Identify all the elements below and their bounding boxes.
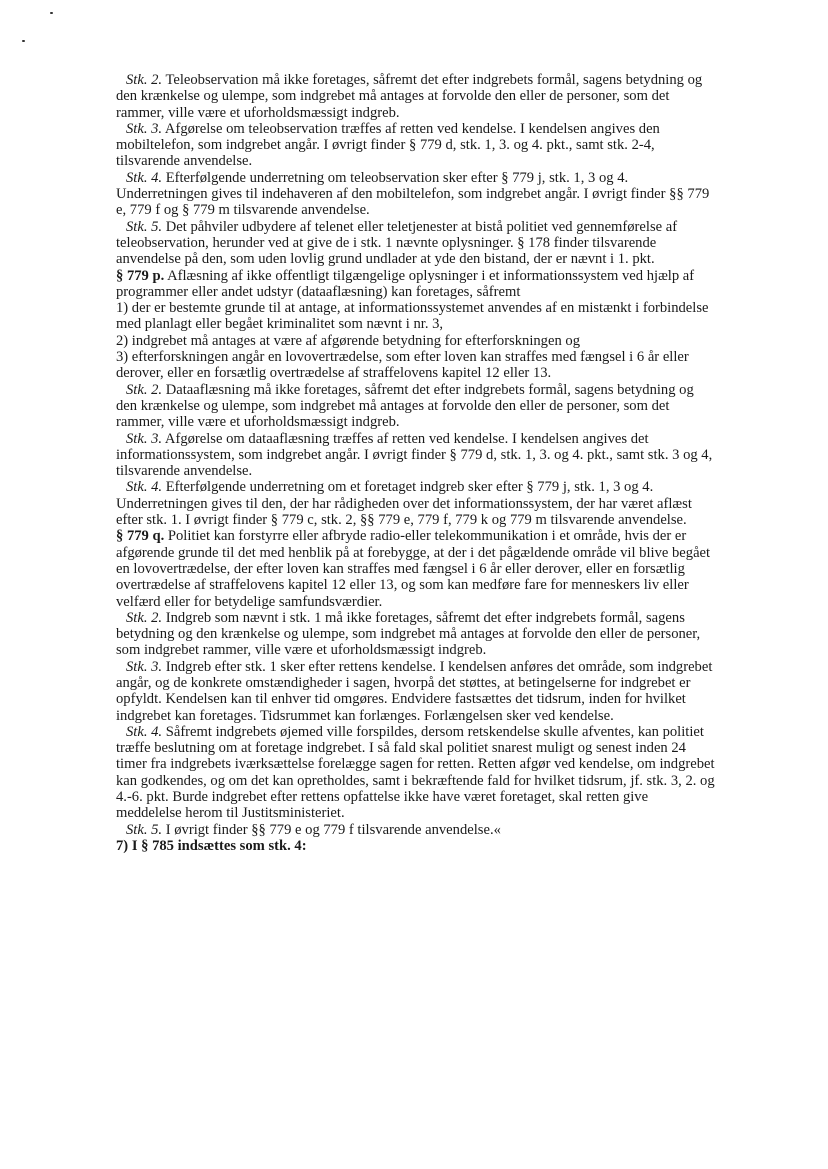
paragraph [116, 838, 716, 854]
list-item [116, 300, 716, 333]
paragraph [116, 72, 716, 121]
section-label: § 779 q. [116, 528, 165, 545]
paragraph-text: Aflæsning af ikke offentligt tilgængelige oplysninger i et informationssystem ved hjælp af programmer eller andet udstyr (dataaflæsning) kan foretages, såfremt [116, 267, 695, 300]
paragraph-text: I øvrigt finder §§ 779 e og 779 f tilsvarende anvendelse.« [162, 821, 501, 838]
scan-speck [50, 12, 53, 14]
subsection-label: Stk. 4. [126, 723, 163, 740]
paragraph-text: Teleobservation må ikke foretages, såfremt det efter indgrebets formål, sagens betydning og den krænkelse og ulempe, som indgrebet må antages at forvolde den eller de personer, som det rammer, ville være et uforholdsmæssigt indgreb. [116, 72, 703, 121]
paragraph-text: I § 785 indsættes som stk. 4: [128, 837, 307, 854]
paragraph-text: Det påhviler udbydere af telenet eller teletjenester at bistå politiet ved gennemførelse af teleobservation, herunder ved at give de i stk. 1 nævnte oplysninger. § 178 finder tilsvarende anvendelse på den, som uden lovlig grund undlader at yde den bistand, der er nævnt i 1. pkt. [116, 218, 678, 268]
paragraph [116, 610, 716, 659]
paragraph-text: Indgreb som nævnt i stk. 1 må ikke foretages, såfremt det efter indgrebets formål, sagens betydning og den krænkelse og ulempe, som indgrebet må antages at forvolde den eller de personer, som indgrebet rammer, ville være et uforholdsmæssigt indgreb. [116, 609, 701, 659]
paragraph-text: Afgørelse om teleobservation træffes af retten ved kendelse. I kendelsen angives den mobiltelefon, som indgrebet angår. I øvrigt finder § 779 d, stk. 1, 3. og 4. pkt., samt stk. 2-4, tilsvarende anvendelse. [116, 120, 660, 170]
paragraph-text: 3) efterforskningen angår en lovovertrædelse, som efter loven kan straffes med fængsel i 6 år eller derover, eller en forsætlig overtrædelse af straffelovens kapitel 12 eller 13. [116, 349, 689, 382]
paragraph [116, 382, 716, 431]
paragraph [116, 724, 716, 822]
paragraph [116, 268, 716, 301]
subsection-label: Stk. 4. [126, 479, 163, 496]
paragraph-text: Indgreb efter stk. 1 sker efter rettens kendelse. I kendelsen anføres det område, som indgrebet angår, og de konkrete omstændigheder i sagen, hvorpå det støttes, at betingelserne for indgrebet er opfyldt. Kendelsen kan til enhver tid omgøres. Endvidere fastsættes det tidsrum, inden for hvilket indgrebet kan foretages. Tidsrummet kan forlænges. Forlængelsen sker ved kendelse. [116, 658, 713, 724]
paragraph [116, 528, 716, 609]
paragraph-text: Såfremt indgrebets øjemed ville forspildes, dersom retskendelse skulle afventes, kan politiet træffe beslutning om at foretage indgrebet. I så fald skal politiet snarest muligt og senest inden 24 timer fra indgrebets iværksættelse forelægge sagen for retten. Retten afgør ved kendelse, om indgrebet kan godkendes, og om det kan opretholdes, samt i bekræftende fald for hvilket tidsrum, jf. stk. 3, 2. og 4.-6. pkt. Burde indgrebet efter rettens opfattelse ikke have været foretaget, skal retten give meddelelse herom til Justitsministeriet. [116, 723, 715, 822]
amendment-number: 7) [116, 837, 129, 854]
list-item [116, 333, 716, 349]
document-body [116, 72, 716, 854]
paragraph-text: Efterfølgende underretning om et foretaget indgreb sker efter § 779 j, stk. 1, 3 og 4. Underretningen gives til den, der har rådigheden over det informationssystem, der har været aflæst efter stk. 1. I øvrigt finder § 779 c, stk. 2, §§ 779 e, 779 f, 779 k og 779 m tilsvarende anvendelse. [116, 479, 692, 529]
subsection-label: Stk. 3. [126, 658, 163, 675]
paragraph [116, 659, 716, 724]
paragraph-text: 2) indgrebet må antages at være af afgørende betydning for efterforskningen og [116, 332, 580, 349]
subsection-label: Stk. 2. [126, 72, 163, 88]
paragraph [116, 431, 716, 480]
paragraph-text: Dataaflæsning må ikke foretages, såfremt det efter indgrebets formål, sagens betydning og den krænkelse og ulempe, som indgrebet må antages at forvolde den eller de personer, som det rammer, ville være et uforholdsmæssigt indgreb. [116, 381, 694, 431]
paragraph [116, 121, 716, 170]
subsection-label: Stk. 4. [126, 169, 163, 186]
subsection-label: Stk. 3. [126, 120, 163, 137]
section-label: § 779 p. [116, 267, 165, 284]
paragraph [116, 822, 716, 838]
paragraph [116, 170, 716, 219]
subsection-label: Stk. 5. [126, 218, 163, 235]
subsection-label: Stk. 3. [126, 430, 163, 447]
subsection-label: Stk. 2. [126, 609, 163, 626]
subsection-label: Stk. 2. [126, 381, 163, 398]
paragraph-text: 1) der er bestemte grunde til at antage, at informationssystemet anvendes af en mistænkt i forbindelse med planlagt eller begået kriminalitet som nævnt i nr. 3, [116, 300, 709, 333]
paragraph-text: Efterfølgende underretning om teleobservation sker efter § 779 j, stk. 1, 3 og 4. Underretningen gives til indehaveren af den mobiltelefon, som indgrebet angår. I øvrigt finder §§ 779 e, 779 f og § 779 m tilsvarende anvendelse. [116, 169, 710, 219]
paragraph-text: Afgørelse om dataaflæsning træffes af retten ved kendelse. I kendelsen angives det informationssystem, som indgrebet angår. I øvrigt finder § 779 d, stk. 1, 3. og 4. pkt., samt stk. 3 og 4, tilsvarende anvendelse. [116, 430, 713, 480]
paragraph-text: Politiet kan forstyrre eller afbryde radio-eller telekommunikation i et område, hvis der er afgørende grunde til det med henblik på at forebygge, at der i det pågældende område vil blive begået en lovovertrædelse, der efter loven kan straffes med fængsel i 6 år eller derover, eller en forsætlig overtrædelse af straffelovens kapitel 12 eller 13, og som kan medføre fare for menneskers liv eller velfærd eller for betydelige samfundsværdier. [116, 528, 711, 610]
paragraph [116, 479, 716, 528]
subsection-label: Stk. 5. [126, 821, 163, 838]
list-item [116, 349, 716, 382]
paragraph [116, 219, 716, 268]
scan-speck [22, 40, 25, 42]
